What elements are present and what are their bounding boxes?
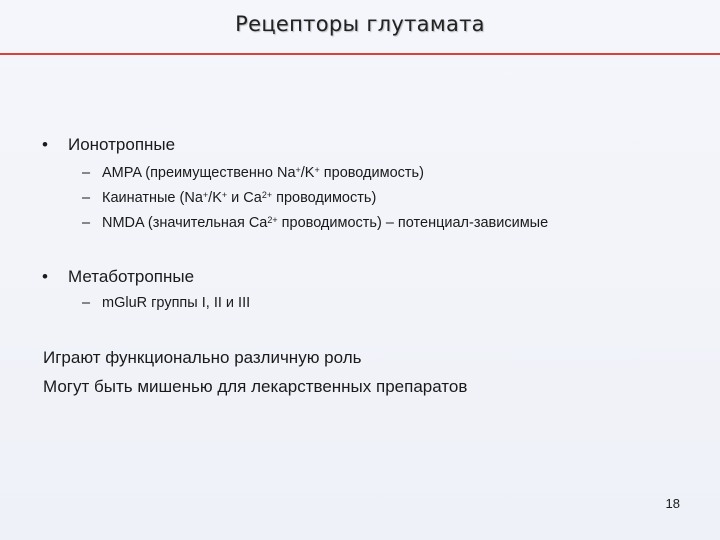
slide-title: Рецепторы глутамата	[235, 12, 485, 36]
page-number: 18	[665, 496, 680, 511]
sub-bullet-ampa: – AMPA (преимущественно Na+/K+ проводимость)	[82, 164, 424, 181]
title-divider	[0, 53, 720, 55]
bullet-metabotropic	[42, 267, 194, 287]
sub-bullet-dash: –	[82, 190, 91, 206]
sub-bullet-kainate: – Каинатные (Na+/K+ и $Ca^{2+}$ проводимость)	[82, 189, 377, 206]
sub-bullet-nmda: – NMDA (значительная $Ca^{2+}$ проводимость) – потенциал-зависимые	[82, 214, 549, 231]
note-line: Играют функционально различную роль	[43, 348, 362, 367]
sub-bullet-dash: –	[82, 215, 91, 231]
bullet-label: Метаботропные	[68, 267, 195, 286]
sub-bullet-dash: –	[82, 165, 91, 181]
bullet-label: Ионотропные	[68, 135, 176, 154]
bullet-dot: •	[42, 267, 48, 286]
bullet-dot: •	[42, 135, 48, 154]
sub-bullet-mglur: – mGluR группы I, II и III	[82, 295, 251, 311]
sub-bullet-dash: –	[82, 295, 91, 311]
bullet-ionotropic	[42, 135, 175, 155]
note-line: Могут быть мишенью для лекарственных препаратов	[43, 377, 468, 396]
